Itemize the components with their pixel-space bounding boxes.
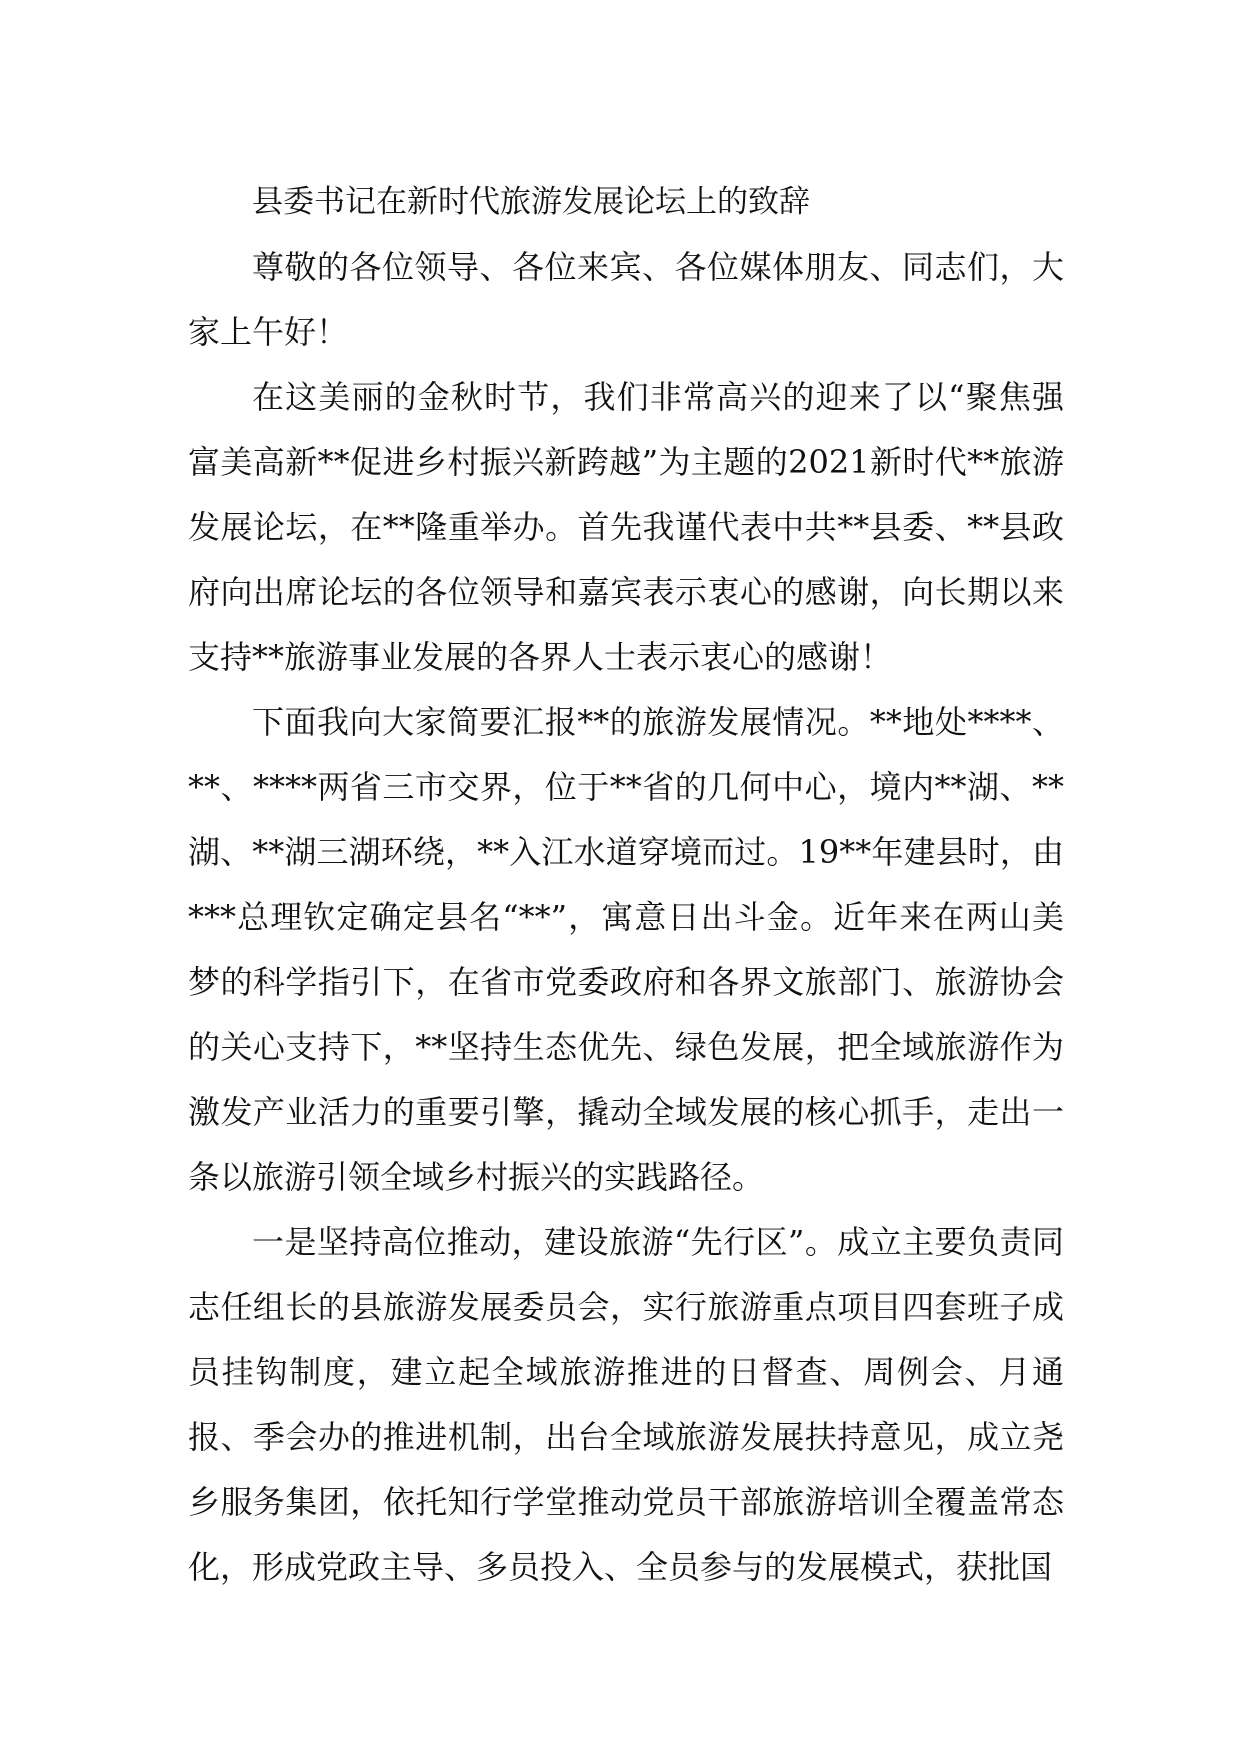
paragraph-greeting: 尊敬的各位领导、各位来宾、各位媒体朋友、同志们，大家上午好！ [188,248,1064,351]
paragraph-welcome: 在这美丽的金秋时节，我们非常高兴的迎来了以“聚焦强富美高新**促进乡村振兴新跨越”为主题的2021新时代**旅游发展论坛，在**隆重举办。首先我谨代表中共**县委、**县政府向出席论坛的各位领导和嘉宾表示衷心的感谢，向长期以来支持**旅游事业发展的各界人士表示衷心的感谢！ [188,378,1064,676]
paragraph-overview: 下面我向大家简要汇报**的旅游发展情况。**地处****、**、****两省三市交界，位于**省的几何中心，境内**湖、**湖、**湖三湖环绕，**入江水道穿境而过。19**年建县时，由***总理钦定确定县名“**”，寓意日出斗金。近年来在两山美梦的科学指引下，在省市党委政府和各界文旅部门、旅游协会的关心支持下，**坚持生态优先、绿色发展，把全域旅游作为激发产业活力的重要引擎，撬动全域发展的核心抓手，走出一条以旅游引领全域乡村振兴的实践路径。 [188,703,1064,1196]
document-title: 县委书记在新时代旅游发展论坛上的致辞 [252,184,810,220]
document-body [188,170,1064,1600]
paragraph-point-one: 一是坚持高位推动，建设旅游“先行区”。成立主要负责同志任组长的县旅游发展委员会，实行旅游重点项目四套班子成员挂钩制度，建立起全域旅游推进的日督查、周例会、月通报、季会办的推进机制，出台全域旅游发展扶持意见，成立尧乡服务集团，依托知行学堂推动党员干部旅游培训全覆盖常态化，形成党政主导、多员投入、全员参与的发展模式，获批国 [188,1223,1064,1586]
